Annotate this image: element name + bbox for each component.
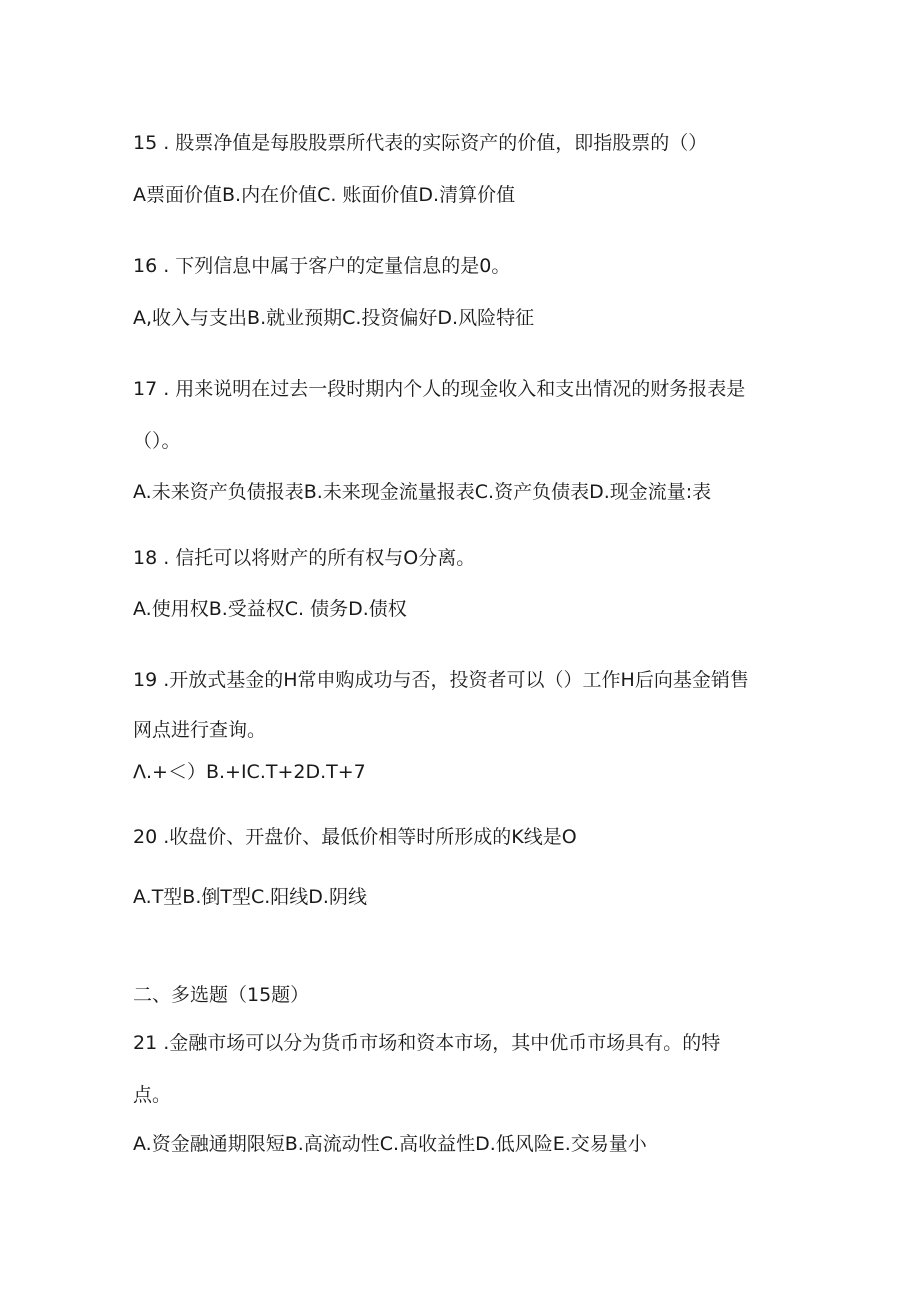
question-19-stem-line1: 19 .开放式基金的H常申购成功与否，投资者可以（）工作H后向基金销售 [133, 669, 749, 691]
question-15-stem: 15 . 股票净值是每股股票所代表的实际资产的价值，即指股票的（） [133, 132, 708, 154]
question-17-stem-line1: 17 . 用来说明在过去一段时期内个人的现金收入和支出情况的财务报表是 [133, 378, 746, 400]
question-19-options: Λ.+＜）B.+IC.T+2D.T+7 [133, 761, 366, 783]
question-21-stem-line2: 点。 [133, 1084, 172, 1106]
question-15-options: A票面价值B.内在价值C. 账面价值D.清算价值 [133, 184, 516, 206]
question-16-stem: 16 . 下列信息中属于客户的定量信息的是0。 [133, 255, 511, 277]
question-16-options: A,收入与支出B.就业预期C.投资偏好D.风险特征 [133, 307, 535, 329]
question-20-stem: 20 .收盘价、开盘价、最低价相等时所形成的K线是O [133, 826, 577, 848]
question-21-stem-line1: 21 .金融市场可以分为货币市场和资本市场，其中优币市场具有。的特 [133, 1032, 721, 1054]
question-18-stem: 18 . 信托可以将财产的所有权与O分离。 [133, 547, 476, 569]
question-17-stem-line2: （）。 [133, 430, 181, 452]
question-21-options: A.资金融通期限短B.高流动性C.高收益性D.低风险E.交易量小 [133, 1133, 647, 1155]
section-title-multiple-choice: 二、多选题（15题） [133, 984, 310, 1006]
question-17-options: A.未来资产负债报表B.未来现金流量报表C.资产负债表D.现金流量:表 [133, 481, 712, 503]
question-18-options: A.使用权B.受益权C. 债务D.债权 [133, 598, 407, 620]
question-19-stem-line2: 网点进行查询。 [133, 719, 267, 741]
question-20-options: A.T型B.倒T型C.阳线D.阴线 [133, 886, 367, 908]
